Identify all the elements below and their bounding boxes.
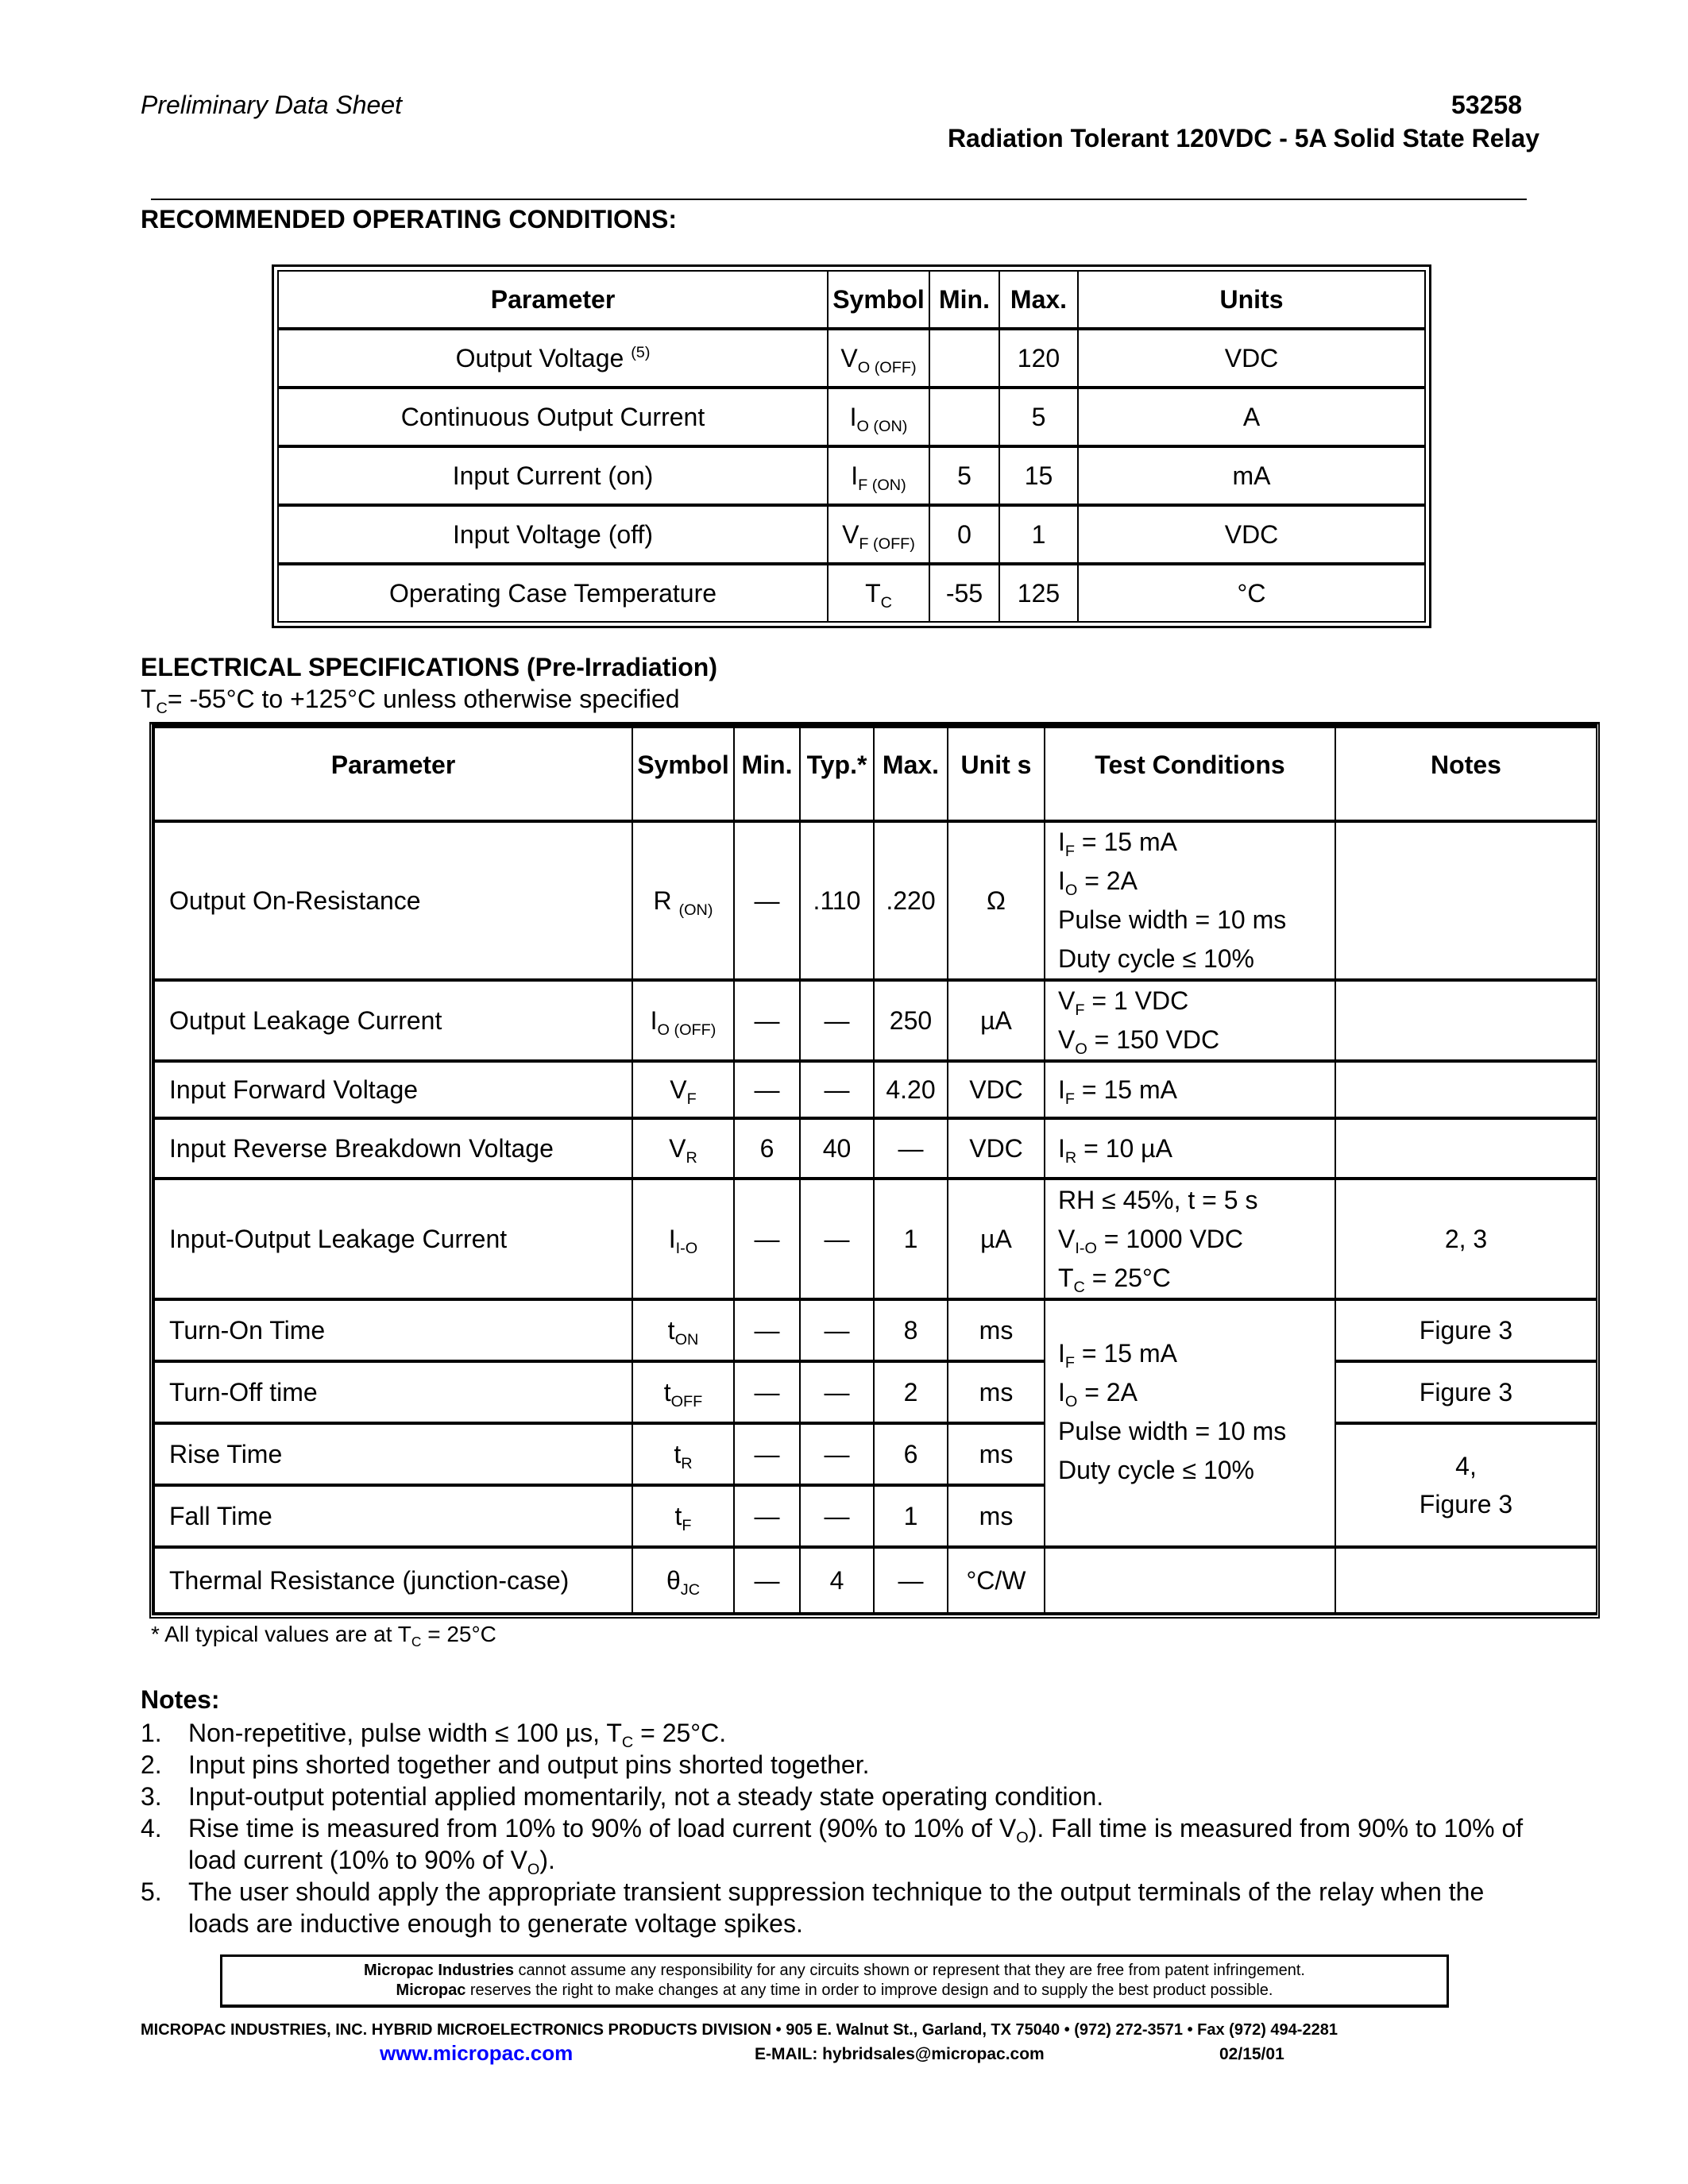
- cell-parameter: Turn-Off time: [154, 1361, 632, 1423]
- note-item: 2. Input pins shorted together and output pins shorted together.: [141, 1750, 870, 1779]
- col-header-typ: Typ.*: [800, 727, 874, 821]
- cell-notes: Figure 3: [1335, 1299, 1597, 1361]
- col-header-units: Units: [1078, 271, 1425, 329]
- footer-address: MICROPAC INDUSTRIES, INC. HYBRID MICROELECTRONICS PRODUCTS DIVISION • 905 E. Walnut St., Garland, TX 75040 • (972) 272-3571 • Fax (972) 494-2281: [141, 2021, 1338, 2039]
- table-row: [154, 1547, 1597, 1613]
- cell-max: —: [874, 1118, 948, 1179]
- col-header-symbol: Symbol: [632, 727, 734, 821]
- col-header-test-conditions: Test Conditions: [1045, 727, 1335, 821]
- cell-units: VDC: [948, 1061, 1045, 1118]
- cell-min: -55: [929, 564, 999, 622]
- table-header-row: [278, 271, 1425, 329]
- typical-values-footnote: * All typical values are at $T_C = 25^\circ C$: [151, 1622, 496, 1650]
- note-item: 1. Non-repetitive, pulse width ≤ 100 µs, $T_C = 25^\circ C$.: [141, 1719, 727, 1751]
- table-row: [278, 564, 1425, 622]
- cell-parameter: Thermal Resistance (junction-case): [154, 1547, 632, 1613]
- cell-notes: [1335, 980, 1597, 1061]
- cell-symbol: $V_{F (OFF)}$: [828, 505, 929, 564]
- cell-units: ms: [948, 1485, 1045, 1547]
- cell-min: —: [734, 1361, 800, 1423]
- cell-parameter: Fall Time: [154, 1485, 632, 1547]
- cell-units: µA: [948, 1179, 1045, 1299]
- cell-notes: [1335, 821, 1597, 980]
- col-header-parameter: Parameter: [154, 727, 632, 821]
- cell-min: [929, 388, 999, 446]
- electrical-section-title: ELECTRICAL SPECIFICATIONS (Pre-Irradiation): [141, 653, 717, 681]
- cell-typ: —: [800, 1361, 874, 1423]
- cell-parameter: Output On-Resistance: [154, 821, 632, 980]
- cell-notes: [1335, 1547, 1597, 1613]
- cell-min: —: [734, 821, 800, 980]
- cell-min: —: [734, 1061, 800, 1118]
- cell-switching-test-conditions: $I_F = 15$ mA $I_O = 2A$ Pulse width = 10 ms Duty cycle ≤ 10%: [1045, 1299, 1335, 1547]
- col-header-notes: Notes: [1335, 727, 1597, 821]
- note-item: 3. Input-output potential applied momentarily, not a steady state operating condition.: [141, 1782, 1104, 1811]
- cell-typ: —: [800, 1179, 874, 1299]
- cell-parameter: Output Voltage $^{(5)}$: [278, 329, 828, 388]
- cell-parameter: Turn-On Time: [154, 1299, 632, 1361]
- cell-max: 1: [874, 1179, 948, 1299]
- note-item: 4. Rise time is measured from 10% to 90% of load current (90% to 10% of $V_O$). Fall time is measured from 90% to 10% of load current (10% to 90% of $V_O$).: [141, 1814, 1524, 1878]
- table-row: [278, 329, 1425, 388]
- cell-symbol: R $_{(ON)}$: [632, 821, 734, 980]
- cell-min: 6: [734, 1118, 800, 1179]
- cell-parameter: Input Reverse Breakdown Voltage: [154, 1118, 632, 1179]
- table-header-row: [154, 727, 1597, 821]
- cell-symbol: $T_C$: [828, 564, 929, 622]
- cell-symbol: $I_{I-O}$: [632, 1179, 734, 1299]
- electrical-specs-table: [149, 722, 1600, 1619]
- cell-units: mA: [1078, 446, 1425, 505]
- table-row: [154, 1361, 1597, 1423]
- notes-list: [141, 1717, 1539, 1939]
- cell-notes: Figure 3: [1335, 1361, 1597, 1423]
- cell-parameter: Input-Output Leakage Current: [154, 1179, 632, 1299]
- cell-parameter: Input Voltage (off): [278, 505, 828, 564]
- cell-units: VDC: [948, 1118, 1045, 1179]
- cell-min: —: [734, 1547, 800, 1613]
- cell-min: —: [734, 980, 800, 1061]
- cell-test-conditions: $V_F = 1$ VDC $V_O = 150$ VDC: [1045, 980, 1335, 1061]
- cell-notes: [1335, 1118, 1597, 1179]
- cell-typ: 4: [800, 1547, 874, 1613]
- cell-parameter: Operating Case Temperature: [278, 564, 828, 622]
- cell-typ: —: [800, 1423, 874, 1485]
- col-header-max: Max.: [999, 271, 1078, 329]
- cell-units: ms: [948, 1423, 1045, 1485]
- cell-symbol: $t_{OFF}$: [632, 1361, 734, 1423]
- cell-symbol: $t_F$: [632, 1485, 734, 1547]
- cell-max: .220: [874, 821, 948, 980]
- table-row: [154, 1299, 1597, 1361]
- cell-test-conditions: $I_R = 10$ µA: [1045, 1118, 1335, 1179]
- cell-units: Ω: [948, 821, 1045, 980]
- header-divider: [151, 199, 1527, 200]
- cell-typ: —: [800, 1299, 874, 1361]
- cell-rise-fall-notes: 4, Figure 3: [1335, 1423, 1597, 1547]
- cell-max: 15: [999, 446, 1078, 505]
- cell-symbol: $V_{O (OFF)}$: [828, 329, 929, 388]
- cell-max: 2: [874, 1361, 948, 1423]
- col-header-max: Max.: [874, 727, 948, 821]
- electrical-subtitle: $T_C= -55^\circ C$ to +125°C unless otherwise specified: [141, 685, 680, 717]
- table-row: [278, 446, 1425, 505]
- cell-units: °C/W: [948, 1547, 1045, 1613]
- cell-test-conditions: $I_F = 15$ mA: [1045, 1061, 1335, 1118]
- cell-parameter: Output Leakage Current: [154, 980, 632, 1061]
- website-link[interactable]: www.micropac.com: [380, 2041, 574, 2065]
- col-header-min: Min.: [929, 271, 999, 329]
- cell-max: 125: [999, 564, 1078, 622]
- cell-min: 0: [929, 505, 999, 564]
- cell-max: —: [874, 1547, 948, 1613]
- cell-symbol: $I_{O (OFF)}$: [632, 980, 734, 1061]
- cell-notes: [1335, 1061, 1597, 1118]
- cell-symbol: $V_F$: [632, 1061, 734, 1118]
- cell-parameter: Input Current (on): [278, 446, 828, 505]
- cell-min: [929, 329, 999, 388]
- cell-parameter: Input Forward Voltage: [154, 1061, 632, 1118]
- table-row: [154, 980, 1597, 1061]
- cell-units: A: [1078, 388, 1425, 446]
- cell-min: 5: [929, 446, 999, 505]
- cell-typ: 40: [800, 1118, 874, 1179]
- cell-min: —: [734, 1299, 800, 1361]
- cell-units: VDC: [1078, 329, 1425, 388]
- col-header-units: Unit s: [948, 727, 1045, 821]
- footer-email: E-MAIL: hybridsales@micropac.com: [755, 2045, 1045, 2063]
- col-header-parameter: Parameter: [278, 271, 828, 329]
- table-row: [278, 505, 1425, 564]
- disclaimer-box: Micropac Industries cannot assume any responsibility for any circuits shown or represent that they are free from patent infringement. Micropac reserves the right to make changes at any time in order to improve design and to supply the best product possible.: [220, 1954, 1449, 2008]
- cell-symbol: $t_R$: [632, 1423, 734, 1485]
- cell-max: 1: [874, 1485, 948, 1547]
- cell-typ: —: [800, 1485, 874, 1547]
- cell-symbol: $V_R$: [632, 1118, 734, 1179]
- cell-typ: —: [800, 1061, 874, 1118]
- cell-parameter: Rise Time: [154, 1423, 632, 1485]
- cell-max: 4.20: [874, 1061, 948, 1118]
- document-title: Radiation Tolerant 120VDC - 5A Solid State Relay: [947, 124, 1539, 152]
- cell-symbol: $I_{F (ON)}$: [828, 446, 929, 505]
- cell-max: 1: [999, 505, 1078, 564]
- cell-max: 120: [999, 329, 1078, 388]
- cell-parameter: Continuous Output Current: [278, 388, 828, 446]
- table-row: [154, 1179, 1597, 1299]
- cell-units: °C: [1078, 564, 1425, 622]
- cell-min: —: [734, 1485, 800, 1547]
- recommended-conditions-table: [272, 264, 1431, 628]
- table-row: [154, 1423, 1597, 1485]
- cell-max: 8: [874, 1299, 948, 1361]
- note-item: 5. The user should apply the appropriate transient suppression technique to the output terminals of the relay when the loads are inductive enough to generate voltage spikes.: [141, 1877, 1485, 1938]
- cell-symbol: $t_{ON}$: [632, 1299, 734, 1361]
- cell-min: —: [734, 1423, 800, 1485]
- cell-test-conditions: RH ≤ 45%, t = 5 s $V_{I-O} = 1000$ VDC $T_C = 25^\circ C$: [1045, 1179, 1335, 1299]
- cell-symbol: $\theta_{JC}$: [632, 1547, 734, 1613]
- cell-units: µA: [948, 980, 1045, 1061]
- footer-date: 02/15/01: [1219, 2045, 1284, 2063]
- cell-min: —: [734, 1179, 800, 1299]
- table-row: [154, 1118, 1597, 1179]
- cell-typ: —: [800, 980, 874, 1061]
- table-row: [154, 1061, 1597, 1118]
- cell-units: VDC: [1078, 505, 1425, 564]
- cell-max: 250: [874, 980, 948, 1061]
- cell-symbol: $I_{O (ON)}$: [828, 388, 929, 446]
- col-header-symbol: Symbol: [828, 271, 929, 329]
- col-header-min: Min.: [734, 727, 800, 821]
- cell-notes: 2, 3: [1335, 1179, 1597, 1299]
- part-number: 53258: [1451, 91, 1522, 119]
- cell-max: 5: [999, 388, 1078, 446]
- cell-units: ms: [948, 1299, 1045, 1361]
- cell-max: 6: [874, 1423, 948, 1485]
- notes-title: Notes:: [141, 1685, 220, 1714]
- cell-typ: .110: [800, 821, 874, 980]
- cell-test-conditions: $I_F = 15$ mA $I_O = 2A$ Pulse width = 10 ms Duty cycle ≤ 10%: [1045, 821, 1335, 980]
- table-row: [278, 388, 1425, 446]
- doc-type-label: Preliminary Data Sheet: [141, 91, 403, 119]
- cell-test-conditions: [1045, 1547, 1335, 1613]
- cell-units: ms: [948, 1361, 1045, 1423]
- table-row: [154, 821, 1597, 980]
- recommended-section-title: RECOMMENDED OPERATING CONDITIONS:: [141, 205, 677, 233]
